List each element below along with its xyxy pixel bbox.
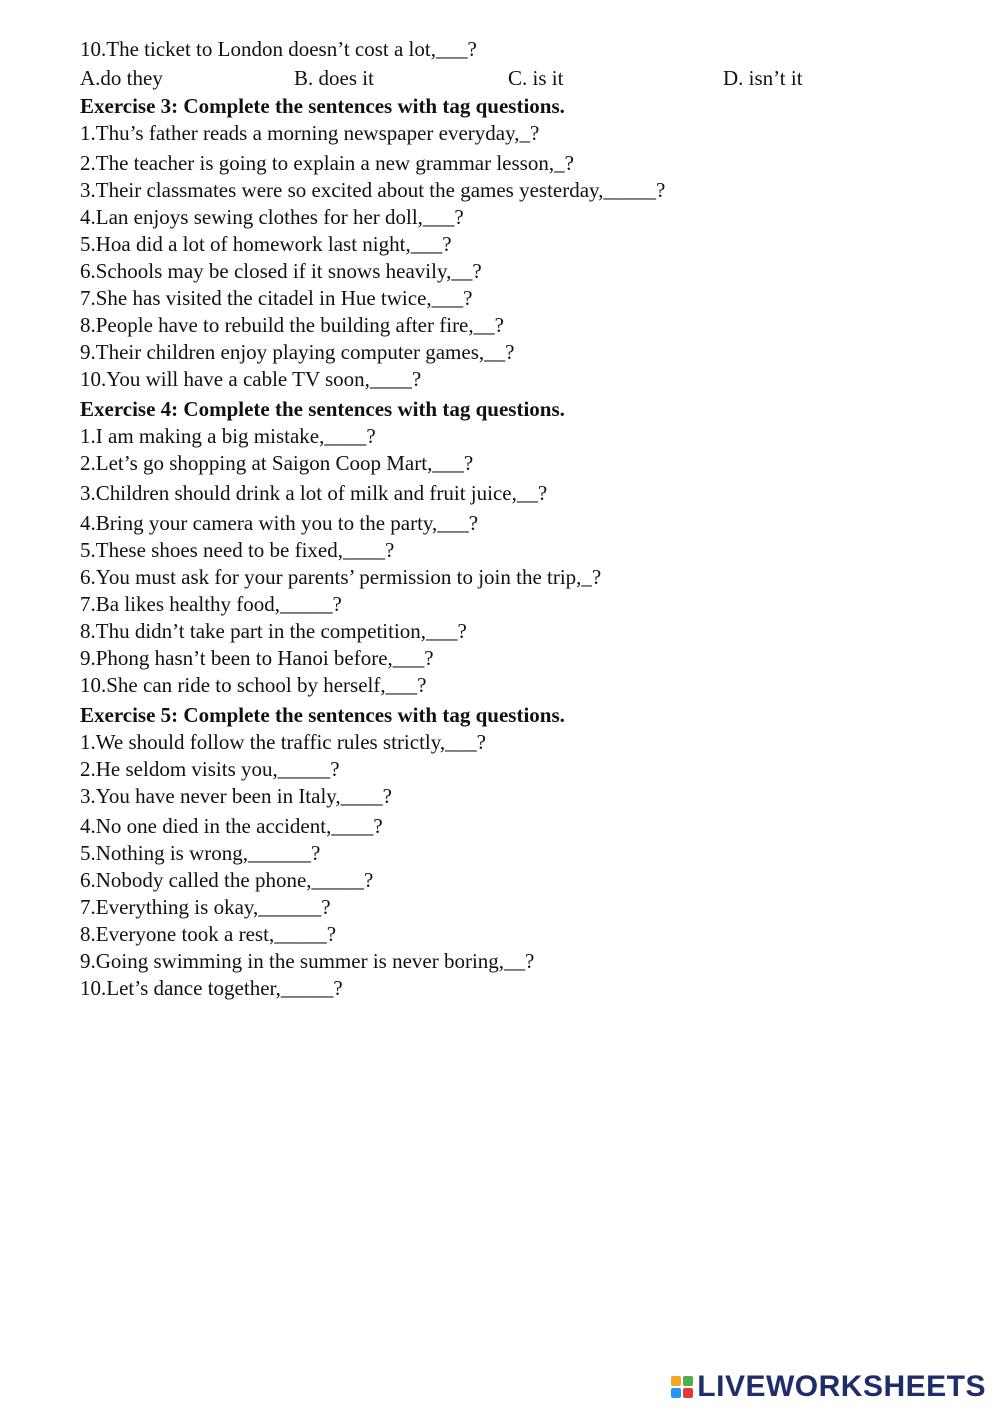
logo-square-icon xyxy=(671,1388,681,1398)
worksheet-page xyxy=(80,36,960,1002)
ex3-item: 2.The teacher is going to explain a new grammar lesson,_? xyxy=(80,151,574,175)
logo-text: LIVEWORKSHEETS xyxy=(697,1370,986,1403)
option-a[interactable]: A.do they xyxy=(80,66,163,90)
ex4-item: 3.Children should drink a lot of milk and fruit juice,__? xyxy=(80,481,548,505)
ex5-item: 3.You have never been in Italy,____? xyxy=(80,784,393,808)
ex3-item: 7.She has visited the citadel in Hue twice,___? xyxy=(80,286,473,310)
ex5-item: 9.Going swimming in the summer is never boring,__? xyxy=(80,949,535,973)
ex5-item: 8.Everyone took a rest,_____? xyxy=(80,922,337,946)
liveworksheets-logo-icon xyxy=(671,1376,693,1398)
ex5-item: 1.We should follow the traffic rules strictly,___? xyxy=(80,730,486,754)
option-d[interactable]: D. isn’t it xyxy=(723,66,803,90)
ex4-item: 9.Phong hasn’t been to Hanoi before,___? xyxy=(80,646,434,670)
ex4-item: 8.Thu didn’t take part in the competition,___? xyxy=(80,619,467,643)
ex3-item: 9.Their children enjoy playing computer games,__? xyxy=(80,340,515,364)
ex3-item: 10.You will have a cable TV soon,____? xyxy=(80,367,422,391)
logo-square-icon xyxy=(683,1376,693,1386)
liveworksheets-logo[interactable] xyxy=(671,1372,986,1402)
ex4-item: 7.Ba likes healthy food,_____? xyxy=(80,592,342,616)
answer-options xyxy=(80,63,960,93)
ex5-item: 6.Nobody called the phone,_____? xyxy=(80,868,374,892)
ex5-item: 2.He seldom visits you,_____? xyxy=(80,757,340,781)
ex5-item: 5.Nothing is wrong,______? xyxy=(80,841,321,865)
ex4-item: 6.You must ask for your parents’ permission to join the trip,_? xyxy=(80,565,602,589)
ex3-item: 5.Hoa did a lot of homework last night,___? xyxy=(80,232,452,256)
ex3-item: 1.Thu’s father reads a morning newspaper everyday,_? xyxy=(80,121,540,145)
ex5-item: 4.No one died in the accident,____? xyxy=(80,814,383,838)
ex5-item: 7.Everything is okay,______? xyxy=(80,895,331,919)
ex3-item: 6.Schools may be closed if it snows heavily,__? xyxy=(80,259,482,283)
exercise-5-heading: Exercise 5: Complete the sentences with tag questions. xyxy=(80,703,565,727)
option-b[interactable]: B. does it xyxy=(294,66,374,90)
ex3-item: 8.People have to rebuild the building after fire,__? xyxy=(80,313,504,337)
exercise-4-heading: Exercise 4: Complete the sentences with tag questions. xyxy=(80,397,565,421)
option-c[interactable]: C. is it xyxy=(508,66,564,90)
ex4-item: 2.Let’s go shopping at Saigon Coop Mart,___? xyxy=(80,451,474,475)
ex3-item: 3.Their classmates were so excited about the games yesterday,_____? xyxy=(80,178,666,202)
ex4-item: 10.She can ride to school by herself,___? xyxy=(80,673,427,697)
ex4-item: 5.These shoes need to be fixed,____? xyxy=(80,538,395,562)
logo-square-icon xyxy=(671,1376,681,1386)
question-10: 10.The ticket to London doesn’t cost a lot,___? xyxy=(80,37,477,61)
ex3-item: 4.Lan enjoys sewing clothes for her doll,___? xyxy=(80,205,464,229)
ex4-item: 4.Bring your camera with you to the party,___? xyxy=(80,511,479,535)
ex4-item: 1.I am making a big mistake,____? xyxy=(80,424,376,448)
logo-square-icon xyxy=(683,1388,693,1398)
ex5-item: 10.Let’s dance together,_____? xyxy=(80,976,343,1000)
exercise-3-heading: Exercise 3: Complete the sentences with tag questions. xyxy=(80,94,565,118)
